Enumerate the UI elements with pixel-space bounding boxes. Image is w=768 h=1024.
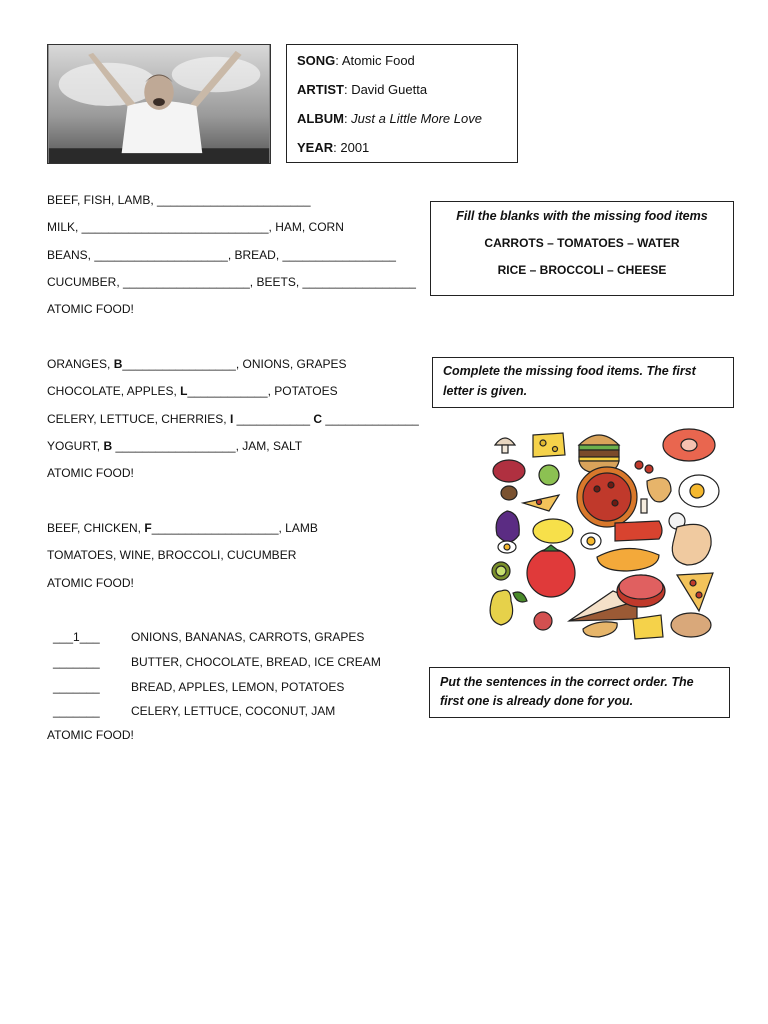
verse1-line3: BEANS, ____________________, BREAD, _________________ <box>47 248 396 262</box>
verse1-line2: MILK, ____________________________, HAM, CORN <box>47 220 344 234</box>
verse2-line3-text: CELERY, LETTUCE, CHERRIES, <box>47 412 230 426</box>
year-line: YEAR: 2001 <box>297 140 370 155</box>
song-line: SONG: Atomic Food <box>297 53 415 68</box>
year-value: 2001 <box>340 140 370 155</box>
order-text-4: CELERY, LETTUCE, COCONUT, JAM <box>131 704 336 718</box>
first-letter-instruction: Complete the missing food items. The first letter is given. <box>443 364 696 398</box>
verse2-line1-rest: _________________, ONIONS, GRAPES <box>122 357 347 371</box>
verse2-line4 <box>47 439 302 453</box>
order-number-4: _______ <box>53 704 100 718</box>
album-line: ALBUM: Just a Little More Love <box>297 111 482 126</box>
order-text-1: ONIONS, BANANAS, CARROTS, GRAPES <box>131 630 365 644</box>
verse3-line2: TOMATOES, WINE, BROCCOLI, CUCUMBER <box>47 548 297 562</box>
verse2-line3-letter1: I <box>229 412 234 426</box>
song-info-box <box>286 44 518 163</box>
order-number-3: _______ <box>53 680 100 694</box>
order-text-3: BREAD, APPLES, LEMON, POTATOES <box>131 680 345 694</box>
verse1-line4: CUCUMBER, ___________________, BEETS, _________________ <box>47 275 416 289</box>
order-text-2: BUTTER, CHOCOLATE, BREAD, ICE CREAM <box>131 655 381 669</box>
verse3-line1-text: BEEF, CHICKEN, <box>47 521 145 535</box>
instruction-box-order <box>429 667 730 718</box>
instruction-box-fill-blanks <box>430 201 734 296</box>
verse2-line1-text: ORANGES, <box>47 357 114 371</box>
food-illustration <box>487 425 723 643</box>
verse2-line3-blank2: ______________ <box>322 412 419 426</box>
word-bank-line1: CARROTS – TOMATOES – WATER <box>484 236 680 250</box>
order-end-line: ATOMIC FOOD! <box>47 728 134 742</box>
verse2-line2-letter: L <box>180 384 188 398</box>
verse2-line3-blank1: ___________ <box>233 412 314 426</box>
verse2-line2 <box>47 384 338 398</box>
order-number-1: ___1___ <box>53 630 100 644</box>
album-value: Just a Little More Love <box>351 111 482 126</box>
verse3-line1-letter: F <box>144 521 152 535</box>
artist-photo-image <box>48 45 270 163</box>
fill-blanks-heading: Fill the blanks with the missing food items <box>456 209 708 223</box>
verse3-line3: ATOMIC FOOD! <box>47 576 134 590</box>
artist-label: ARTIST <box>297 82 344 97</box>
song-label: SONG <box>297 53 336 68</box>
year-label: YEAR <box>297 140 334 155</box>
artist-line: ARTIST: David Guetta <box>297 82 428 97</box>
verse2-line2-rest: ____________, POTATOES <box>187 384 338 398</box>
verse3-line1-rest: ___________________, LAMB <box>151 521 318 535</box>
verse2-line4-text: YOGURT, <box>47 439 104 453</box>
food-clipart-image <box>487 425 723 643</box>
verse1-line1: BEEF, FISH, LAMB, _______________________ <box>47 193 311 207</box>
verse2-line1-letter: B <box>113 357 123 371</box>
order-instruction: Put the sentences in the correct order. The first one is already done for you. <box>440 675 694 708</box>
word-bank-line2: RICE – BROCCOLI – CHEESE <box>497 263 667 277</box>
verse2-line2-text: CHOCOLATE, APPLES, <box>47 384 181 398</box>
artist-value: David Guetta <box>351 82 428 97</box>
verse2-line3-letter2: C <box>313 412 323 426</box>
order-number-2: _______ <box>53 655 100 669</box>
verse3-line1 <box>47 521 318 535</box>
instruction-box-first-letter <box>432 357 734 408</box>
song-value: Atomic Food <box>341 53 415 68</box>
artist-photo <box>47 44 271 164</box>
verse2-line3 <box>47 412 419 426</box>
album-label: ALBUM <box>297 111 344 126</box>
verse2-line1 <box>47 357 347 371</box>
verse2-line4-rest: __________________, JAM, SALT <box>112 439 303 453</box>
verse2-line4-letter: B <box>103 439 113 453</box>
verse1-line5: ATOMIC FOOD! <box>47 302 134 316</box>
verse2-line5: ATOMIC FOOD! <box>47 466 134 480</box>
